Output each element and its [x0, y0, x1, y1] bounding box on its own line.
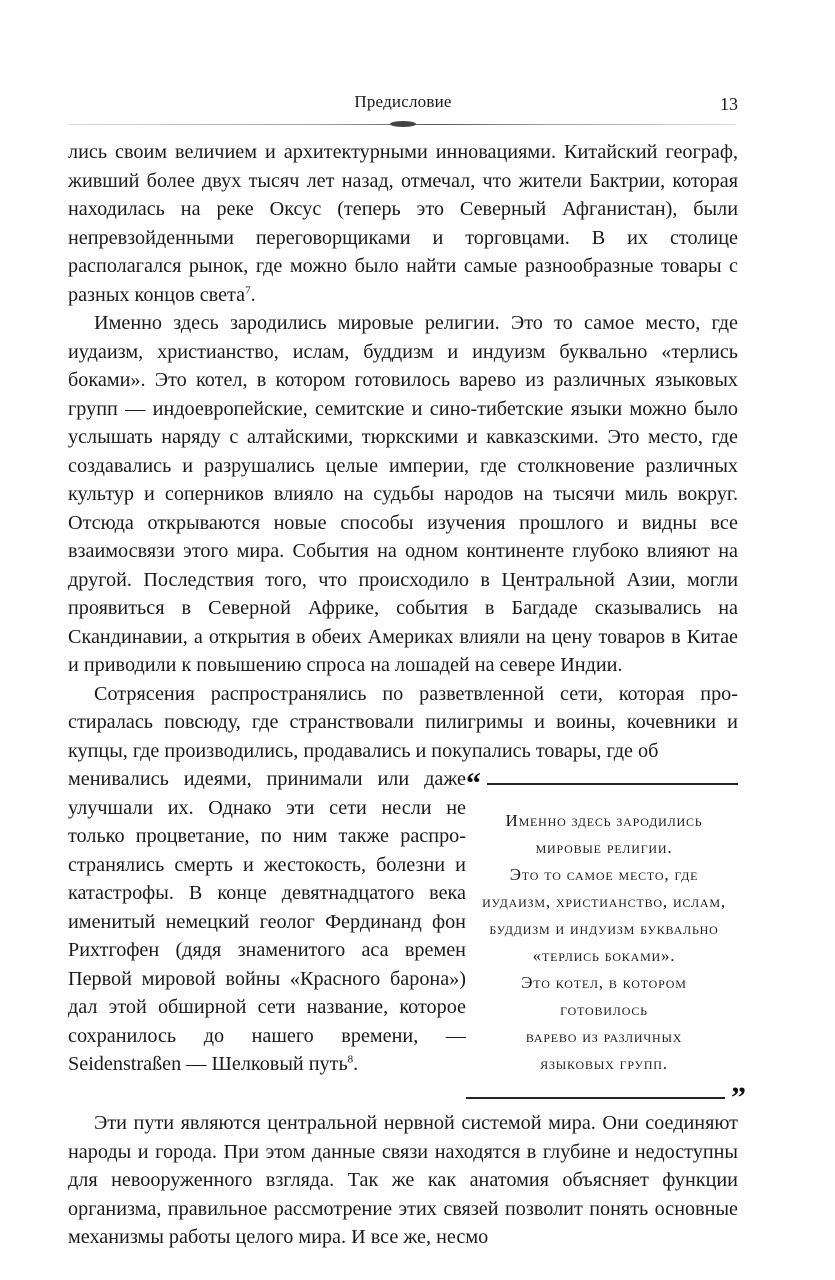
close-quote-icon: ”: [731, 1081, 746, 1114]
pull-quote-top-rule: [487, 783, 738, 785]
pull-quote-line: «терлись боками».: [532, 946, 676, 965]
paragraph-4: Эти пути являются центральной нервной системой мира. Они соединяют народы и города. При этом данные связи находятся в глубине и недоступны для невооруженного взгляда. Так же как анатомия объясняет функции организма, правильное рассмотрение этих связей позволит понять основные механизмы работы целого мира. И все же, несмо: [68, 1112, 738, 1248]
paragraph-2: Именно здесь зародились мировые религии. Это то самое место, где иудаизм, христианство, ислам, буддизм и индуизм буквально «терлись боками». Это котел, в котором готовилось варево из различных языковых групп — индоевропейские, семитские и сино-тибетские языки можно было услышать наряду с алтайскими, тюркскими и кавказскими. Это место, где создавались и разрушались целые империи, где столкновение различных культур и соперников влияло на судьбы народов на тысячи миль вокруг. Отсюда открываются новые способы изучения прошлого и видны все взаимосвязи этого мира. События на одном континенте глубоко влияют на другой. Последствия того, что происходило в Центральной Азии, могли проявиться в Северной Африке, события в Багдаде сказывались на Скандинавии, а открытия в обеих Америках влияли на цену товаров в Китае и приводили к повышению спроса на лошадей на севере Индии.: [68, 312, 738, 676]
pull-quote-line: мировые религии.: [535, 838, 673, 857]
running-head: [68, 92, 738, 116]
header-ornament: [390, 121, 416, 127]
paragraph-1: лись своим величием и архитектурными инновациями. Китайский географ, живший более двух тысяч лет назад, отмечал, что жители Бактрии, которая находилась на реке Оксус (теперь это Северный Афганистан), были непревзойденными переговорщиками и торговцами. В их столице располагался рынок, где можно было найти самые разнообразные товары с разных концов света$^7$.: [68, 141, 738, 306]
pull-quote-top: [466, 767, 738, 800]
footnote-ref-7[interactable]: 7: [245, 283, 251, 296]
pull-quote-bottom-rule: [466, 1097, 725, 1099]
running-title: Предисловие: [354, 92, 452, 111]
pull-quote-line: языковых групп.: [540, 1054, 668, 1073]
footnote-ref-8[interactable]: 8: [347, 1053, 354, 1066]
paragraph-3-lead: Сотрясения распространялись по разветвленной сети, которая простиралась повсюду, где странствовали пилигримы и воины, кочевники и купцы, где производились, продавались и покупались товары, где об: [68, 682, 738, 762]
pull-quote-text: [466, 795, 738, 1087]
paragraph-3-wrapped: менивались идеями, принимали или даже улучшали их. Однако эти сети несли не только процветание, по ним также распространялись смерть и жестокость, болезни и катастрофы. В конце девятнадцатого века именитый немецкий геолог Фердинанд фон Рихтгофен (дядя знаменитого аса времен Первой мировой войны «Красного барона») дал этой обширной сети название, которое сохранилось до нашего времени, — Seidenstraßen — Шелковый путь$^8$.: [68, 768, 466, 1075]
pull-quote-bottom: [466, 1081, 746, 1114]
pull-quote-line: варево из различных: [525, 1027, 683, 1046]
body-text: [68, 138, 746, 1252]
pull-quote-line: иудаизм, христианство, ислам,: [482, 892, 726, 911]
pull-quote: [466, 767, 746, 1114]
open-quote-icon: “: [466, 767, 481, 800]
pull-quote-line: буддизм и индуизм буквально: [489, 919, 719, 938]
paragraph-1-text: лись своим величием и архитектурными инновациями. Китайский географ, живший более двух тысяч лет назад, отмечал, что жители Бактрии, которая находилась на реке Оксус (теперь это Северный Афганистан), были непревзойденными переговорщиками и торговцами. В их столице располагался рынок, где можно было найти самые разнообразные товары с разных концов света: [68, 141, 738, 306]
pull-quote-line: Именно здесь зародились: [505, 811, 703, 830]
paragraph-3-wrap-text: менивались идеями, принимали или даже улучшали их. Однако эти сети несли не только процветание, по ним также распространялись смерть и жестокость, болезни и катастрофы. В конце девятнадцатого века именитый немецкий геолог Фердинанд фон Рихтгофен (дядя знаменитого аса времен Первой мировой войны «Красного барона») дал этой обширной сети название, которое сохранилось до нашего времени, — Seidenstraßen — Шелковый путь: [68, 768, 466, 1075]
page-number: 13: [720, 94, 738, 114]
pull-quote-line: Это котел, в котором готовилось: [521, 973, 687, 1019]
pull-quote-line: Это то самое место, где: [509, 865, 699, 884]
